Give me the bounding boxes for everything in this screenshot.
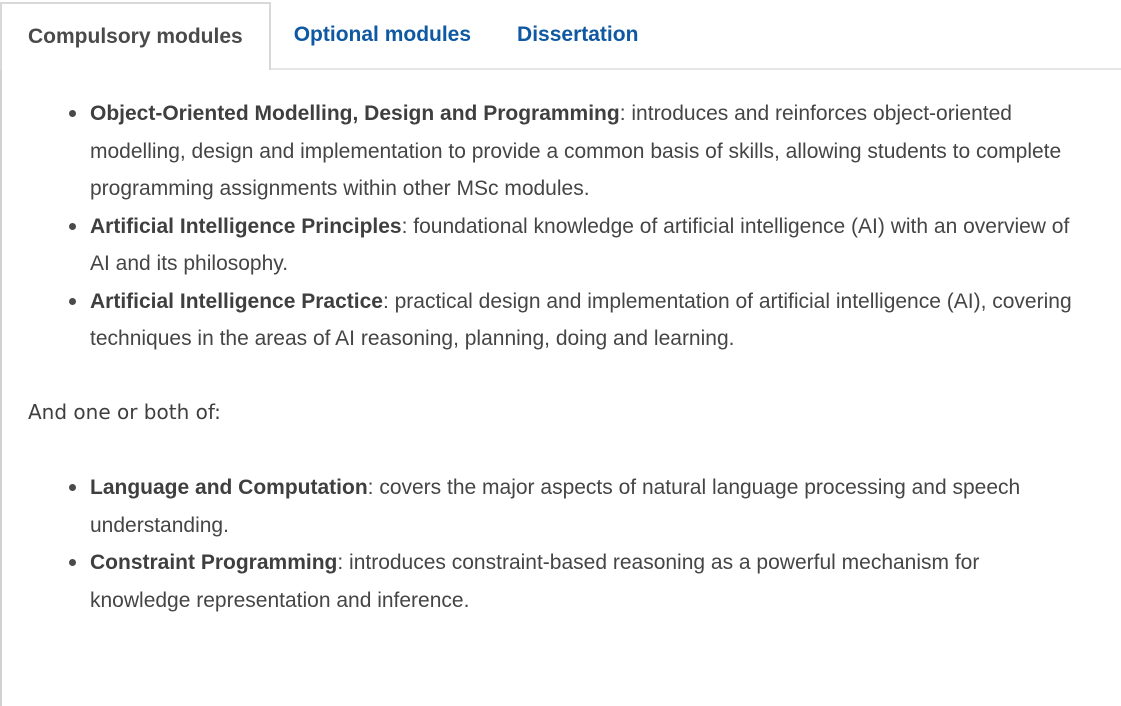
module-entry <box>90 469 1082 544</box>
tab-dissertation[interactable] <box>494 2 661 68</box>
tab-optional-modules-label: Optional modules <box>293 23 472 46</box>
bullet-icon <box>69 110 76 117</box>
tab-compulsory-modules-label: Compulsory modules <box>28 25 243 48</box>
compulsory-modules-list <box>2 95 1121 358</box>
module-description: : foundational knowledge of artificial intelligence (AI) with an overview of AI and its philosophy. <box>90 214 1070 275</box>
list-item <box>2 95 1121 208</box>
bullet-icon <box>69 298 76 305</box>
tab-compulsory-modules[interactable] <box>0 2 271 70</box>
module-description: : practical design and implementation of artificial intelligence (AI), covering techniques in the areas of AI reasoning, planning, doing and learning. <box>90 289 1072 350</box>
list-item <box>2 469 1121 544</box>
bullet-icon <box>69 223 76 230</box>
module-description: : introduces and reinforces object-oriented modelling, design and implementation to provide a common basis of skills, allowing students to complete programming assignments within other MSc modules. <box>90 102 1062 200</box>
choice-modules-list <box>2 469 1121 619</box>
module-name: Artificial Intelligence Principles <box>90 214 402 238</box>
module-entry <box>90 544 1082 619</box>
module-name: Artificial Intelligence Practice <box>90 289 383 313</box>
connector-text: And one or both of: <box>28 399 221 424</box>
tab-bar <box>0 0 1121 70</box>
list-item <box>2 283 1121 358</box>
module-name: Language and Computation <box>90 476 368 499</box>
module-name: Constraint Programming <box>90 551 338 574</box>
bullet-icon <box>69 559 76 566</box>
bullet-icon <box>69 484 76 491</box>
list-item <box>2 208 1121 283</box>
module-description: : introduces constraint-based reasoning as a powerful mechanism for knowledge representation and inference. <box>90 551 980 612</box>
module-entry <box>90 95 1082 208</box>
tab-panel-compulsory-modules <box>0 70 1121 706</box>
tab-dissertation-label: Dissertation <box>517 23 639 46</box>
module-description: : covers the major aspects of natural language processing and speech understanding. <box>90 476 1021 537</box>
list-item <box>2 544 1121 619</box>
module-entry <box>90 283 1082 358</box>
module-name: Object-Oriented Modelling, Design and Programming <box>90 102 620 125</box>
module-entry <box>90 208 1082 283</box>
tab-optional-modules[interactable] <box>271 2 494 68</box>
